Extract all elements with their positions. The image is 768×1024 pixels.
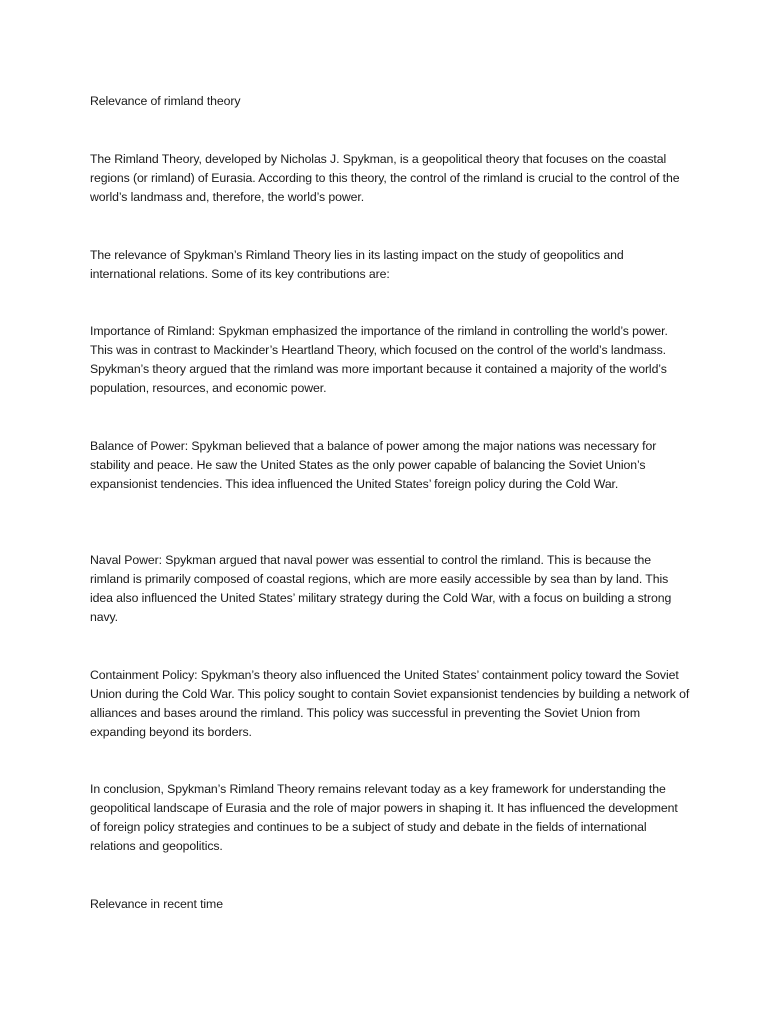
heading-relevance-of-rimland-theory: Relevance of rimland theory (90, 94, 241, 108)
paragraph-importance-of-rimland: Importance of Rimland: Spykman emphasized the importance of the rimland in controlling the world’s power. This was in contrast to Mackinder’s Heartland Theory, which focused on the control of the world’s landmass. Spykman’s theory argued that the rimland was more important because it contained a majority of the world’s population, resources, and economic power. (90, 324, 668, 395)
heading-relevance-in-recent-time: Relevance in recent time (90, 897, 223, 911)
paragraph-introduction: The Rimland Theory, developed by Nicholas J. Spykman, is a geopolitical theory that focuses on the coastal regions (or rimland) of Eurasia. According to this theory, the control of the rimland is crucial to the control of the world’s landmass and, therefore, the world’s power. (90, 152, 680, 204)
paragraph-naval-power: Naval Power: Spykman argued that naval power was essential to control the rimland. This is because the rimland is primarily composed of coastal regions, which are more easily accessible by sea than by land. This idea also influenced the United States’ military strategy during the Cold War, with a focus on building a strong navy. (90, 553, 672, 624)
paragraph-relevance: The relevance of Spykman’s Rimland Theory lies in its lasting impact on the study of geopolitics and international relations. Some of its key contributions are: (90, 248, 624, 281)
paragraph-conclusion: In conclusion, Spykman’s Rimland Theory remains relevant today as a key framework for understanding the geopolitical landscape of Eurasia and the role of major powers in shaping it. It has influenced the development of foreign policy strategies and continues to be a subject of study and debate in the fields of international relations and geopolitics. (90, 782, 678, 853)
paragraph-balance-of-power: Balance of Power: Spykman believed that a balance of power among the major nations was necessary for stability and peace. He saw the United States as the only power capable of balancing the Soviet Union’s expansionist tendencies. This idea influenced the United States’ foreign policy during the Cold War. (90, 439, 657, 491)
paragraph-containment-policy: Containment Policy: Spykman’s theory also influenced the United States’ containment policy toward the Soviet Union during the Cold War. This policy sought to contain Soviet expansionist tendencies by building a network of alliances and bases around the rimland. This policy was successful in preventing the Soviet Union from expanding beyond its borders. (90, 668, 690, 739)
